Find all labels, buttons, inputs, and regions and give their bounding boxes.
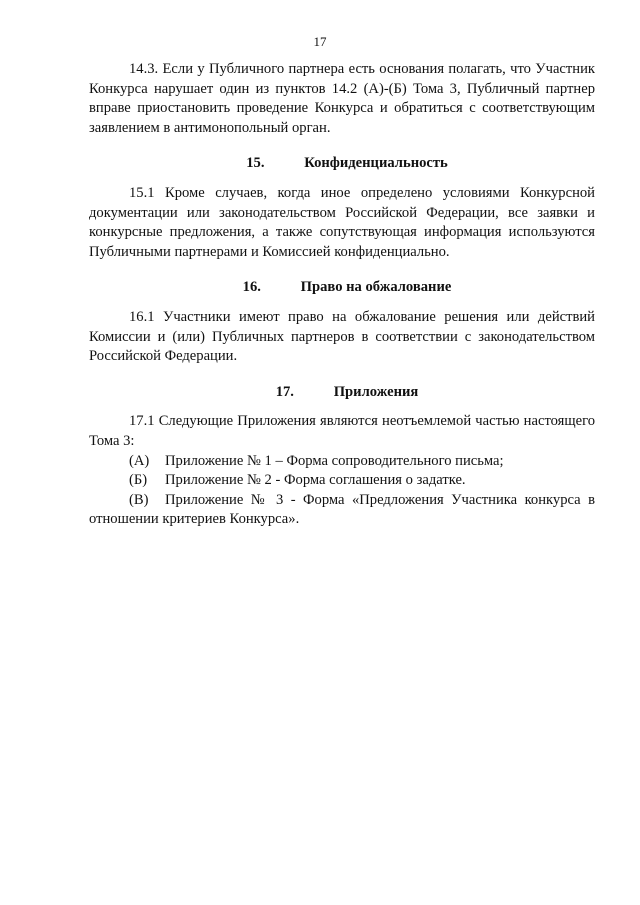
section-heading-17 [89,383,595,403]
paragraph-17-1: 17.1 Следующие Приложения являются неотъемлемой частью настоящего Тома 3: [89,413,595,449]
section-title: Приложения [333,383,419,400]
section-number: 15. [246,155,265,172]
section-title: Право на обжалование [300,279,452,296]
list-item-text: Приложение № 2 - Форма соглашения о задатке. [165,472,466,489]
list-item-marker: (А) [129,452,150,469]
list-item-marker: (Б) [129,472,148,489]
section-number: 17. [275,383,294,400]
list-item-text: Приложение № 1 – Форма сопроводительного письма; [165,452,504,469]
section-heading-16 [89,278,595,298]
paragraph-15-1: 15.1 Кроме случаев, когда иное определено условиями Конкурсной документации или законодательством Российской Федерации, все заявки и конкурсные предложения, а также сопутствующая информация используются Публичными партнерами и Комиссией конфиденциально. [89,184,595,260]
page-number: 17 [313,34,327,49]
list-item [89,491,595,530]
document-body [89,60,595,530]
list-item [89,452,595,472]
list-item-marker: (В) [129,491,149,508]
section-heading-15 [89,154,595,174]
section-title: Конфиденциальность [304,155,448,172]
section-number: 16. [242,279,261,296]
paragraph-14-3: 14.3. Если у Публичного партнера есть основания полагать, что Участник Конкурса нарушает один из пунктов 14.2 (А)-(Б) Тома 3, Публичный партнер вправе приостановить проведение Конкурса и обратиться с соответствующим заявлением в антимонопольный орган. [89,61,595,136]
paragraph-16-1: 16.1 Участники имеют право на обжалование решения или действий Комиссии и (или) Публичных партнеров в соответствии с законодательством Российской Федерации. [89,308,595,365]
list-item [89,471,595,491]
list-item-text: Приложение № 3 - Форма «Предложения Участника конкурса в отношении критериев Конкурса». [89,491,595,528]
